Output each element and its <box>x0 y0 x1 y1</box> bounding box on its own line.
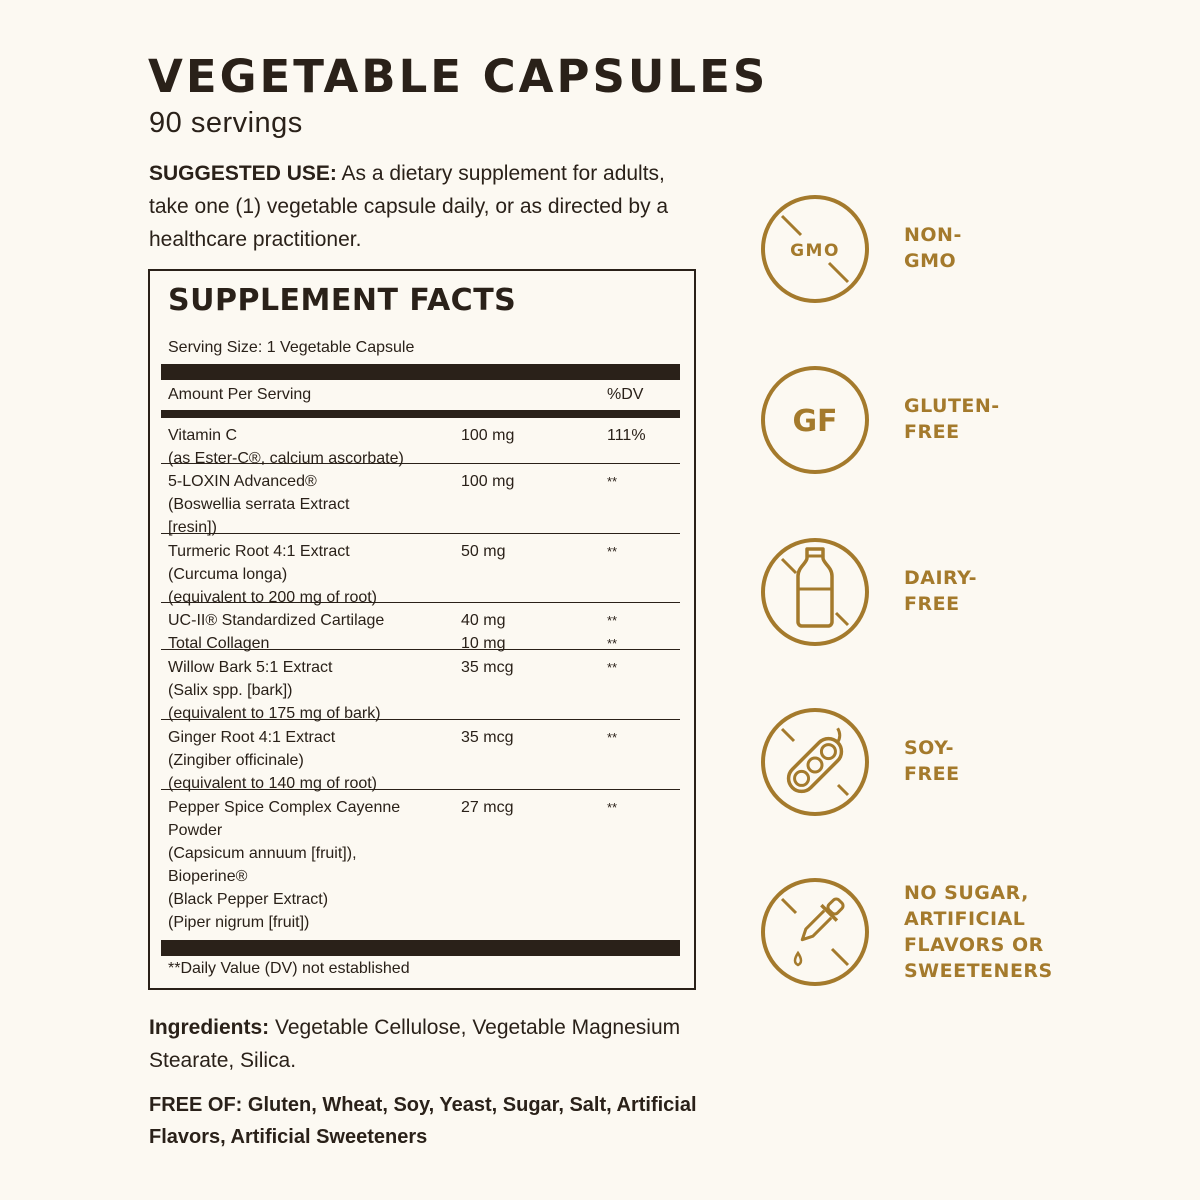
serving-size: Serving Size: 1 Vegetable Capsule <box>168 339 415 356</box>
ingredient-amount: 100 mg <box>461 473 515 490</box>
soy-free-badge <box>760 707 870 817</box>
facts-table <box>161 418 680 940</box>
ingredient-dv: ** <box>607 800 618 815</box>
ingredient-dv: ** <box>607 730 618 745</box>
ingredient-dv: ** <box>607 474 618 489</box>
ingredient-name: Ginger Root 4:1 Extract (Zingiber officinale) (equivalent to 140 mg of root) <box>168 729 378 792</box>
ingredient-dv: ** ** <box>607 613 618 651</box>
non-gmo-badge <box>760 194 870 304</box>
ingredient-name: Turmeric Root 4:1 Extract (Curcuma longa) (equivalent to 200 mg of root) <box>168 543 378 606</box>
gf-icon <box>760 365 870 475</box>
ingredient-dv: 111% <box>607 427 646 444</box>
supplement-facts-panel <box>148 269 696 990</box>
gmo-icon-text: GMO <box>790 241 840 261</box>
dropper-icon <box>760 877 870 987</box>
gluten-free-label: GLUTEN- FREE <box>904 395 1000 443</box>
table-row <box>161 790 680 940</box>
divider-thick <box>161 364 680 380</box>
servings-count: 90 servings <box>149 107 303 139</box>
no-sugar-badge <box>760 877 870 987</box>
soybean-icon <box>760 707 870 817</box>
ingredient-amount: 27 mcg <box>461 799 514 816</box>
no-sugar-label: NO SUGAR, ARTIFICIAL FLAVORS OR SWEETENERS <box>904 882 1053 982</box>
ingredient-amount: 35 mcg <box>461 659 514 676</box>
ingredient-amount: 40 mg 10 mg <box>461 612 506 652</box>
gluten-free-badge <box>760 365 870 475</box>
ingredient-dv: ** <box>607 544 618 559</box>
table-row <box>161 418 680 467</box>
soy-free-label: SOY- FREE <box>904 737 960 785</box>
table-row <box>161 650 680 720</box>
dv-header: %DV <box>607 386 644 403</box>
gmo-icon <box>760 194 870 304</box>
dairy-free-badge <box>760 537 870 647</box>
amount-per-serving-header: Amount Per Serving <box>168 386 312 403</box>
ingredient-amount: 100 mg <box>461 427 515 444</box>
ingredient-dv: ** <box>607 660 618 675</box>
table-row <box>161 534 680 606</box>
free-of-statement: FREE OF: Gluten, Wheat, Soy, Yeast, Sugar, Salt, Artificial Flavors, Artificial Sweeteners <box>149 1094 697 1148</box>
divider-thick-bottom <box>161 940 680 956</box>
suggested-use <box>149 157 689 256</box>
dairy-free-label: DAIRY- FREE <box>904 567 977 615</box>
ingredients-text: Vegetable Cellulose, Vegetable Magnesium Stearate, Silica. <box>149 1016 681 1072</box>
table-row <box>161 720 680 790</box>
ingredients <box>149 1011 689 1077</box>
ingredient-name: UC-II® Standardized Cartilage Total Collagen <box>168 612 385 652</box>
dv-footnote: **Daily Value (DV) not established <box>168 960 410 977</box>
milk-bottle-icon <box>760 537 870 647</box>
table-row <box>161 464 680 534</box>
table-row <box>161 603 680 650</box>
ingredient-name: Pepper Spice Complex Cayenne Powder (Capsicum annuum [fruit]), Bioperine® (Black Pepper Extract) (Piper nigrum [fruit]) <box>168 799 401 931</box>
ingredients-label: Ingredients: <box>149 1016 270 1039</box>
ingredient-name: Willow Bark 5:1 Extract (Salix spp. [bark]) (equivalent to 175 mg of bark) <box>168 659 381 722</box>
ingredient-name: Vitamin C (as Ester-C®, calcium ascorbate) <box>168 427 404 467</box>
suggested-use-text: As a dietary supplement for adults, take one (1) vegetable capsule daily, or as directed by a healthcare practitioner. <box>149 162 669 251</box>
ingredient-name: 5-LOXIN Advanced® (Boswellia serrata Extract [resin]) <box>168 473 350 536</box>
ingredient-amount: 35 mcg <box>461 729 514 746</box>
suggested-use-label: SUGGESTED USE: <box>149 162 337 185</box>
divider-medium <box>161 410 680 418</box>
supplement-facts-title: SUPPLEMENT FACTS <box>168 283 517 318</box>
product-title: VEGETABLE CAPSULES <box>148 50 769 103</box>
gf-icon-text: GF <box>792 404 838 439</box>
ingredient-amount: 50 mg <box>461 543 506 560</box>
non-gmo-label: NON- GMO <box>904 224 962 272</box>
